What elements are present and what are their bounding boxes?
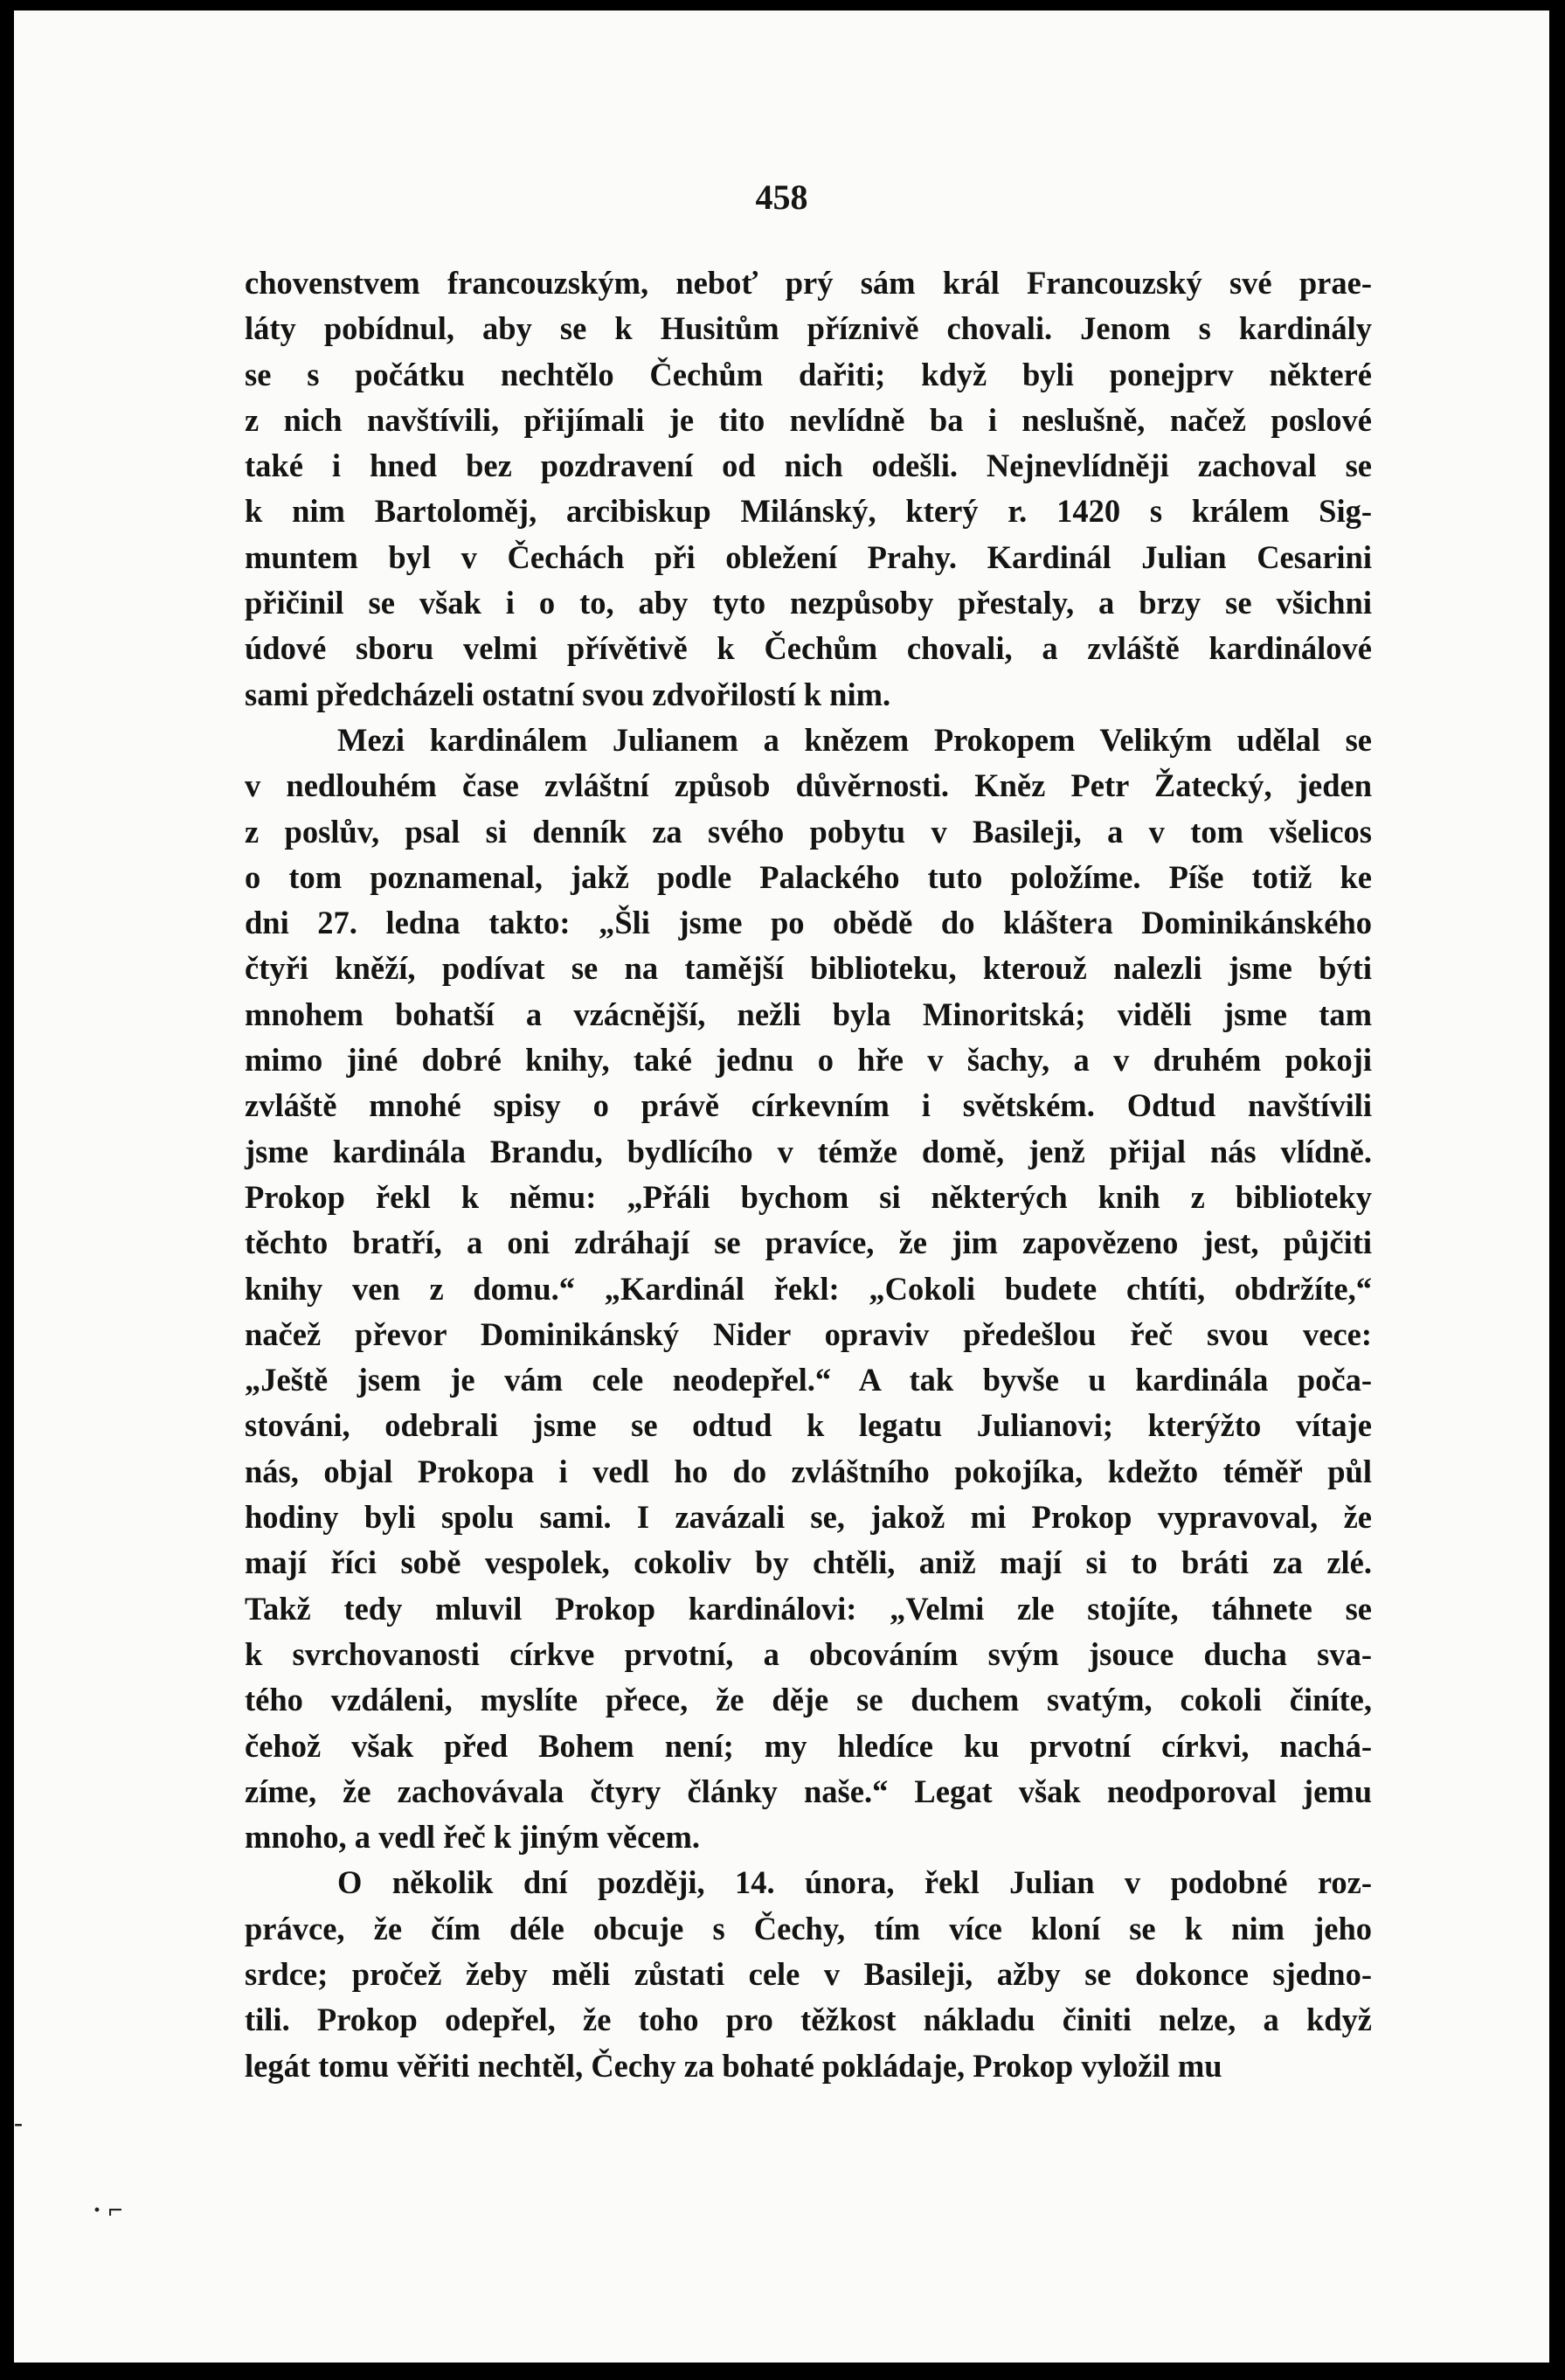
text-line: přičinil se však i o to, aby tyto nezpůsoby přestaly, a brzy se všichni [245,585,1372,621]
text-line: zíme, že zachovávala čtyry články naše.“ Legat však neodporoval jemu [245,1773,1372,1809]
text-line: knihy ven z domu.“ „Kardinál řekl: „Cokoli budete chtíti, obdržíte,“ [245,1270,1372,1307]
text-line: právce, že čím déle obcuje s Čechy, tím více kloní se k nim jeho [245,1910,1372,1946]
text-line: také i hned bez pozdravení od nich odešli. Nejnevlídněji zachoval se [245,448,1372,484]
text-line: Prokop řekl k němu: „Přáli bychom si některých knih z biblioteky [245,1178,1372,1215]
text-line: k nim Bartoloměj, arcibiskup Milánský, který r. 1420 s králem Sig- [245,493,1372,530]
text-line: mnohem bohatší a vzácnější, nežli byla Minoritská; viděli jsme tam [245,996,1372,1032]
text-line: tého vzdáleni, myslíte přece, že děje se duchem svatým, cokoli činíte, [245,1682,1372,1718]
margin-mark: · ⌐ [93,2196,123,2224]
paragraph [245,1860,1372,2088]
text-line: dni 27. ledna takto: „Šli jsme po obědě do kláštera Dominikánského [245,905,1372,941]
text-line: z poslův, psal si denník za svého pobytu v Basileji, a v tom všelicos [245,813,1372,850]
text-line: o tom poznamenal, jakž podle Palackého tuto položíme. Píše totiž ke [245,858,1372,895]
margin-mark: - [14,2108,23,2137]
body-text [245,260,1372,2089]
text-line: muntem byl v Čechách při obležení Prahy. Kardinál Julian Cesarini [245,538,1372,575]
text-line: načež převor Dominikánský Nider opraviv předešlou řeč svou vece: [245,1315,1372,1352]
text-line: mají říci sobě vespolek, cokoliv by chtěli, aniž mají si to bráti za zlé. [245,1544,1372,1581]
text-line: nás, objal Prokopa i vedl ho do zvláštního pokojíka, kdežto téměř půl [245,1453,1372,1489]
text-line: mimo jiné dobré knihy, také jednu o hře v šachy, a v druhém pokoji [245,1042,1372,1079]
text-line: jsme kardinála Brandu, bydlícího v témže domě, jenž přijal nás vlídně. [245,1133,1372,1169]
text-line: údové sboru velmi přívětivě k Čechům chovali, a zvláště kardinálové [245,630,1372,667]
text-line: čtyři kněží, podívat se na tamější biblioteku, kterouž nalezli jsme býti [245,950,1372,987]
text-line: hodiny byli spolu sami. I zavázali se, jakož mi Prokop vypravoval, že [245,1499,1372,1536]
text-line: čehož však před Bohem není; my hledíce ku prvotní církvi, nachá- [245,1727,1372,1764]
text-line: k svrchovanosti církve prvotní, a obcováním svým jsouce ducha sva- [245,1635,1372,1672]
scanned-page [14,10,1549,2363]
text-line: mnoho, a vedl řeč k jiným věcem. [245,1819,701,1856]
text-line: „Ještě jsem je vám cele neodepřel.“ A tak byvše u kardinála poča- [245,1362,1372,1398]
text-line: Takž tedy mluvil Prokop kardinálovi: „Velmi zle stojíte, táhnete se [245,1590,1372,1627]
text-line: v nedlouhém čase zvláštní způsob důvěrnosti. Kněz Petr Žatecký, jeden [245,767,1372,804]
text-line: tili. Prokop odepřel, že toho pro těžkost nákladu činiti nelze, a když [245,2002,1372,2038]
text-line: Mezi kardinálem Julianem a knězem Prokopem Velikým udělal se [337,721,1372,758]
paragraph [245,260,1372,718]
text-line: sami předcházeli ostatní svou zdvořilostí k nim. [245,676,891,712]
text-line: legát tomu věřiti nechtěl, Čechy za bohaté pokládaje, Prokop vyložil mu [245,2047,1222,2084]
page-number: 458 [755,177,808,217]
text-line: z nich navštívili, přijímali je tito nevlídně ba i neslušně, načež poslové [245,401,1372,438]
text-line: láty pobídnul, aby se k Husitům příznivě chovali. Jenom s kardinály [245,310,1372,347]
text-line: chovenstvem francouzským, neboť prý sám král Francouzský své prae- [245,265,1372,301]
text-line: stováni, odebrali jsme se odtud k legatu Julianovi; kterýžto vítaje [245,1407,1372,1444]
text-line: O několik dní později, 14. února, řekl Julian v podobné roz- [337,1864,1372,1901]
paragraph [245,718,1372,1860]
text-line: se s počátku nechtělo Čechům dařiti; když byli ponejprv některé [245,356,1372,392]
text-line: zvláště mnohé spisy o právě církevním i světském. Odtud navštívili [245,1087,1372,1124]
text-line: těchto bratří, a oni zdráhají se pravíce, že jim zapovězeno jest, půjčiti [245,1225,1372,1261]
text-line: srdce; pročež žeby měli zůstati cele v Basileji, ažby se dokonce sjedno- [245,1955,1372,1992]
